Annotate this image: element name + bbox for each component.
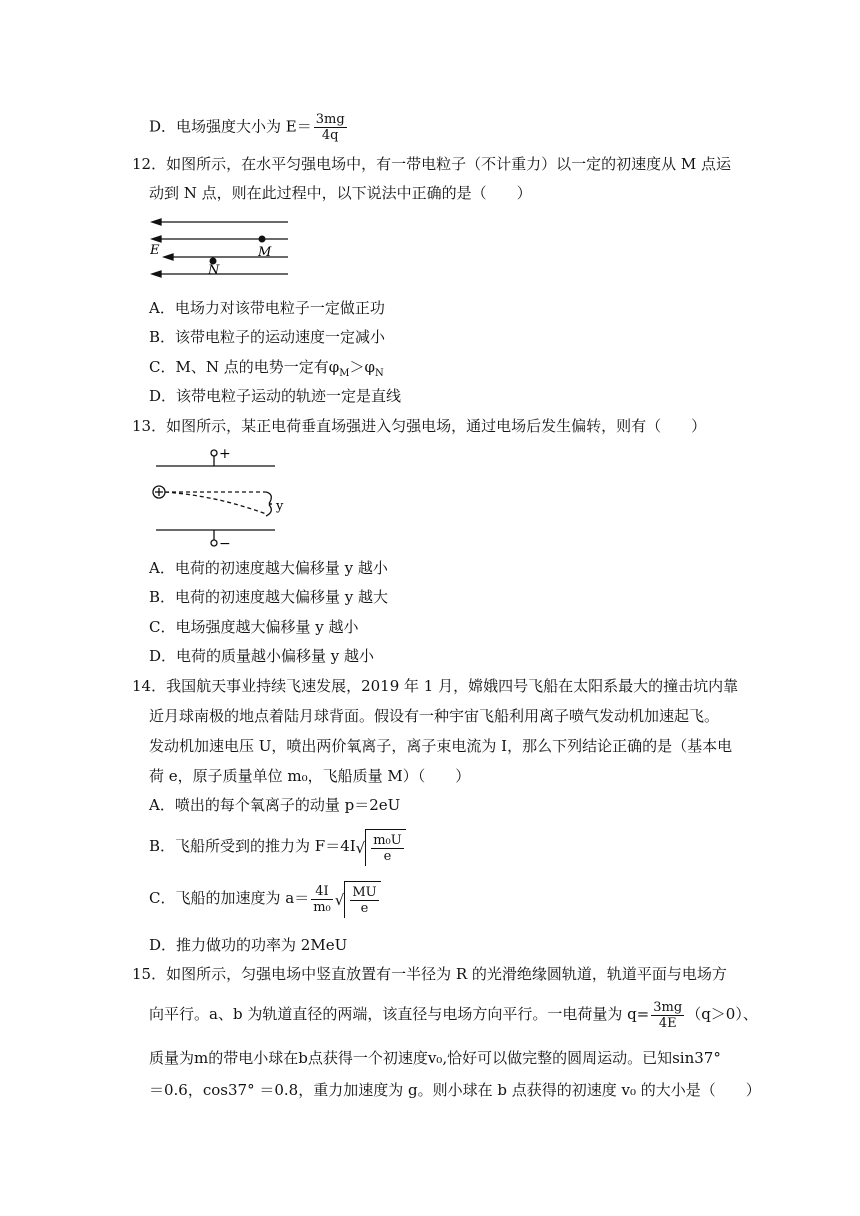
q15-stem-line2 [149,996,758,1032]
q12-sub-m: M [339,368,350,379]
q13-stem-line1: 13．如图所示，某正电荷垂直场强进入匀强电场，通过电场后发生偏转，则有（ ） [132,417,707,435]
q13-capacitor-figure [148,444,293,552]
q14-c-rad-den: e [360,901,369,916]
q14-option-c [149,880,381,918]
q12-option-b: B．该带电粒子的运动速度一定减小 [149,328,386,346]
q12-stem-line2: 动到 N 点，则在此过程中，以下说法中正确的是（ ） [149,184,532,202]
q12-option-d: D．该带电粒子运动的轨迹一定是直线 [149,387,402,405]
label-e: E [150,243,160,258]
q14-option-b [149,828,406,866]
q12-option-a: A．电场力对该带电粒子一定做正功 [149,299,385,317]
q15-line2-text: 向平行。a、b 为轨道直径的两端，该直径与电场方向平行。一电荷量为 q= [149,1005,650,1023]
q15-frac-den: 4E [658,1015,677,1031]
q15-line2-suffix: （q＞0）、 [686,1005,758,1023]
q11-frac-num: 3mg [315,112,345,127]
point-m [259,236,266,243]
q12-field-figure [150,212,295,287]
q14-stem-line1: 14．我国航天事业持续飞速发展，2019 年 1 月，嫦娥四号飞船在太阳系最大的撞击坑内靠 [132,677,739,695]
q14-option-c-text: C．飞船的加速度为 a＝ [149,889,310,907]
q15-stem-line3: 质量为m的带电小球在b点获得一个初速度v₀,恰好可以做完整的圆周运动。已知sin37° [149,1049,721,1067]
q14-c-den: m₀ [313,899,331,915]
label-n: N [208,263,220,278]
q12-option-c [149,357,384,384]
q15-fraction [651,1000,684,1031]
q15-frac-num: 3mg [653,999,683,1015]
q13-option-a: A．电荷的初速度越大偏移量 y 越小 [149,559,388,577]
q12-stem-line1: 12．如图所示，在水平匀强电场中，有一带电粒子（不计重力）以一定的初速度从 M 点运 [132,155,731,173]
q14-stem-line2: 近月球南极的地点着陆月球背面。假设有一种宇宙飞船利用离子喷气发动机加速起飞。 [149,707,720,725]
q14-option-b-sqrt: √ $\frac{\text{m₀U}}{e}$ [356,829,406,866]
label-y: y [276,499,284,514]
q11-option-d-text: D．电场强度大小为 E＝ [149,117,312,136]
q15-stem-line4: ＝0.6，cos37° ＝0.8，重力加速度为 g。则小球在 b 点获得的初速度 v₀ 的大小是（ ） [149,1081,761,1099]
q15-stem-line1: 15．如图所示，匀强电场中竖直放置有一半径为 R 的光滑绝缘圆轨道，轨道平面与电场方 [132,965,727,983]
q14-option-a: A．喷出的每个氧离子的动量 p＝2eU [149,796,401,814]
q14-stem-line4: 荷 e，原子质量单位 m₀，飞船质量 M）（ ） [149,767,471,785]
q14-b-den: e [383,849,392,864]
q14-option-c-sqrt: √ $\frac{MU}{e}$ [335,881,381,918]
q12-option-c-mid: ＞φ [349,358,375,376]
q12-option-c-text: C．M、N 点的电势一定有φ [149,358,340,376]
q14-b-num: m₀U [373,833,402,848]
q11-frac-den: 4q [321,128,339,143]
label-minus: − [219,536,231,552]
q14-c-num: 4I [311,884,333,900]
label-plus: + [219,446,231,462]
q14-option-d: D．推力做功的功率为 2MeU [149,936,348,954]
q14-c-rad-num: MU [352,885,377,900]
q13-option-d: D．电荷的质量越小偏移量 y 越小 [149,647,375,665]
q11-option-d [149,112,349,143]
q14-c-frac [311,884,333,915]
label-m: M [258,245,272,260]
q14-option-b-text: B．飞船所受到的推力为 F＝4I [149,837,356,855]
q13-option-c: C．电场强度越大偏移量 y 越小 [149,618,359,636]
q11-fraction [314,112,347,143]
q13-option-b: B．电荷的初速度越大偏移量 y 越大 [149,588,389,606]
q14-stem-line3: 发动机加速电压 U，喷出两价氧离子，离子束电流为 I，那么下列结论正确的是（基本电 [149,737,733,755]
q12-sub-n: N [375,368,384,379]
